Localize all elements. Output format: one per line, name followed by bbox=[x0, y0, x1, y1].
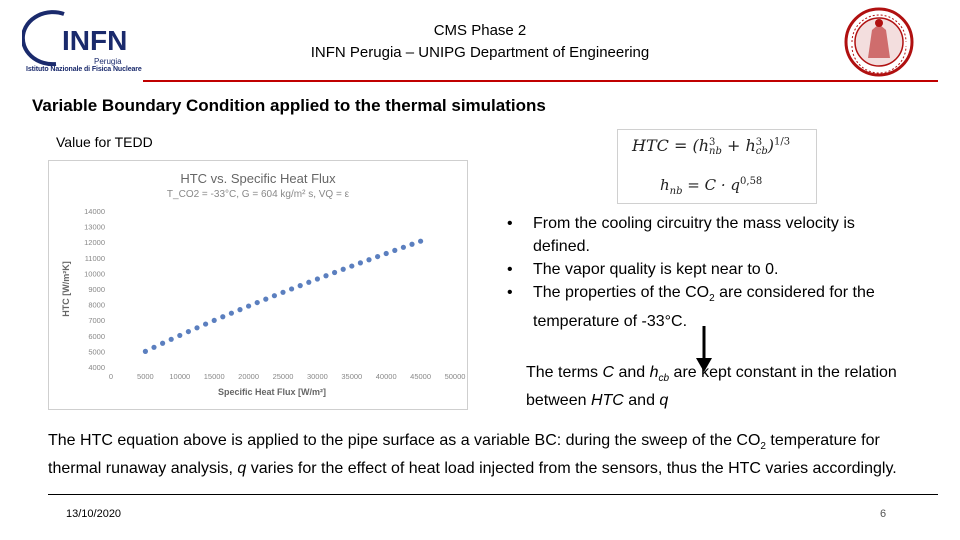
data-point bbox=[306, 280, 311, 285]
data-point bbox=[366, 257, 371, 262]
logo-wordmark: INFN bbox=[62, 25, 128, 56]
bullet-marker: • bbox=[507, 261, 513, 278]
q-symbol: q bbox=[237, 460, 247, 478]
chart-y-axis-label: HTC [W/m²K] bbox=[61, 261, 71, 317]
x-tick-label: 35000 bbox=[341, 372, 363, 381]
header-line-2: INFN Perugia – UNIPG Department of Engineering bbox=[310, 44, 650, 61]
data-point bbox=[220, 314, 225, 319]
bullet-list bbox=[507, 212, 907, 333]
x-tick-label: 45000 bbox=[410, 372, 432, 381]
htc-scatter-chart bbox=[49, 161, 467, 409]
y-tick-label: 10000 bbox=[84, 269, 105, 279]
h-symbol: h bbox=[698, 136, 710, 155]
data-point bbox=[255, 300, 260, 305]
list-item bbox=[507, 212, 907, 258]
data-point bbox=[341, 267, 346, 272]
h-nb-exponent: 3 bbox=[709, 136, 716, 148]
body-paragraph: The HTC equation above is applied to the pipe surface as a variable BC: during the sweep of the $CO_2$ temperature for thermal runaway analysis, q varies for the effect of heat load injected from the sensors, thus the HTC varies accordingly. bbox=[48, 432, 897, 478]
y-tick-label: 14000 bbox=[84, 207, 105, 216]
data-point bbox=[194, 325, 199, 330]
bullet-marker: • bbox=[507, 284, 513, 301]
x-tick-label: 5000 bbox=[137, 372, 154, 381]
data-point bbox=[212, 318, 217, 323]
chart-title: HTC vs. Specific Heat Flux bbox=[180, 171, 336, 186]
data-point bbox=[263, 297, 268, 302]
x-tick-label: 25000 bbox=[272, 372, 294, 381]
footer-divider bbox=[48, 494, 938, 495]
data-point bbox=[151, 345, 156, 350]
c-symbol: C bbox=[602, 364, 615, 381]
x-tick-label: 40000 bbox=[375, 372, 397, 381]
bullet-marker: • bbox=[507, 215, 513, 232]
htc-formula bbox=[632, 136, 790, 156]
chart-label: Value for TEDD bbox=[56, 134, 153, 150]
y-tick-label: 13000 bbox=[84, 222, 105, 232]
chart-card bbox=[48, 160, 468, 410]
htc-symbol: HTC bbox=[590, 392, 624, 410]
logo-subtext: Perugia bbox=[94, 57, 122, 66]
data-point bbox=[401, 245, 406, 250]
co2-subscript: 2 bbox=[709, 293, 715, 305]
h-symbol: h bbox=[649, 364, 659, 381]
logo-arc bbox=[23, 12, 64, 64]
data-point bbox=[177, 333, 182, 338]
logo-caption: Istituto Nazionale di Fisica Nucleare bbox=[26, 66, 142, 73]
data-point bbox=[375, 254, 380, 259]
x-tick-label: 0 bbox=[108, 372, 114, 381]
list-item bbox=[507, 258, 907, 281]
data-point bbox=[409, 242, 414, 247]
formula-dot: · bbox=[716, 176, 731, 194]
h-nb-subscript: nb bbox=[709, 145, 722, 157]
data-point bbox=[246, 303, 251, 308]
bullet-text: are considered for the temperature of -33°C. bbox=[533, 284, 875, 331]
data-point bbox=[169, 337, 174, 342]
data-point bbox=[315, 276, 320, 281]
h-cb-exponent: 3 bbox=[755, 136, 763, 148]
page-number: 6 bbox=[880, 508, 887, 520]
data-point bbox=[323, 273, 328, 278]
data-point bbox=[280, 290, 285, 295]
formula-equals: = bbox=[682, 176, 705, 194]
bullet-text: From the cooling circuitry the mass velocity is defined. bbox=[533, 215, 855, 255]
x-tick-label: 10000 bbox=[169, 372, 191, 381]
x-tick-label: 15000 bbox=[203, 372, 225, 381]
footer-date: 13/10/2020 bbox=[66, 508, 122, 520]
y-tick-label: 8000 bbox=[88, 300, 105, 310]
hnb-formula bbox=[660, 176, 762, 197]
h-symbol: h bbox=[660, 176, 670, 194]
formula-equals-paren: = ( bbox=[668, 136, 699, 155]
x-tick-label: 20000 bbox=[238, 372, 260, 381]
formula-close-paren: ) bbox=[767, 136, 775, 155]
data-point bbox=[298, 283, 303, 288]
x-tick-label: 50000 bbox=[444, 372, 466, 381]
section-title: Variable Boundary Condition applied to the thermal simulations bbox=[32, 96, 546, 115]
data-point bbox=[237, 307, 242, 312]
y-tick-label: 12000 bbox=[84, 238, 105, 248]
formula-exponent: 0,58 bbox=[740, 176, 763, 187]
h-nb-subscript: nb bbox=[669, 186, 683, 197]
q-symbol: q bbox=[659, 392, 669, 410]
formula-plus: + bbox=[721, 136, 746, 155]
chart-subtitle: T_CO2 = -33°C, G = 604 kg/m² s, VQ = ε bbox=[166, 189, 350, 200]
y-tick-label: 9000 bbox=[88, 285, 105, 294]
y-tick-label: 11000 bbox=[84, 253, 105, 263]
y-tick-label: 5000 bbox=[88, 347, 105, 357]
data-point bbox=[384, 251, 389, 256]
bullet-text: The properties of the CO bbox=[533, 284, 710, 301]
formula-box bbox=[617, 129, 817, 204]
co2-subscript: 2 bbox=[760, 441, 766, 453]
chart-x-axis-label: Specific Heat Flux [W/m²] bbox=[217, 387, 327, 397]
bullet-text: The vapor quality is kept near to 0. bbox=[533, 261, 779, 278]
cb-subscript: cb bbox=[658, 373, 670, 385]
university-seal-icon bbox=[838, 6, 920, 78]
data-point bbox=[418, 239, 423, 244]
data-point bbox=[358, 260, 363, 265]
y-tick-label: 7000 bbox=[88, 316, 105, 326]
h-cb-subscript: cb bbox=[755, 145, 768, 157]
formula-exponent: 1/3 bbox=[774, 136, 791, 148]
y-tick-label: 6000 bbox=[88, 331, 105, 341]
y-tick-label: 4000 bbox=[88, 363, 105, 372]
data-point bbox=[229, 311, 234, 316]
data-point bbox=[272, 293, 277, 298]
data-point bbox=[160, 341, 165, 346]
data-point bbox=[289, 286, 294, 291]
data-point bbox=[203, 321, 208, 326]
data-point bbox=[186, 329, 191, 334]
header-title bbox=[230, 20, 730, 64]
data-point bbox=[349, 263, 354, 268]
header-line-1: CMS Phase 2 bbox=[433, 22, 527, 39]
header-divider bbox=[143, 80, 938, 82]
h-symbol: h bbox=[745, 136, 756, 155]
q-symbol: q bbox=[730, 176, 741, 194]
data-point bbox=[143, 349, 148, 354]
htc-symbol: HTC bbox=[632, 136, 669, 155]
x-tick-label: 30000 bbox=[306, 372, 328, 381]
terms-note: The terms C and $h_{cb}$ are kept constant in the relation between HTC and q bbox=[526, 364, 897, 410]
c-symbol: C bbox=[704, 176, 717, 194]
data-point bbox=[392, 248, 397, 253]
data-point bbox=[332, 270, 337, 275]
